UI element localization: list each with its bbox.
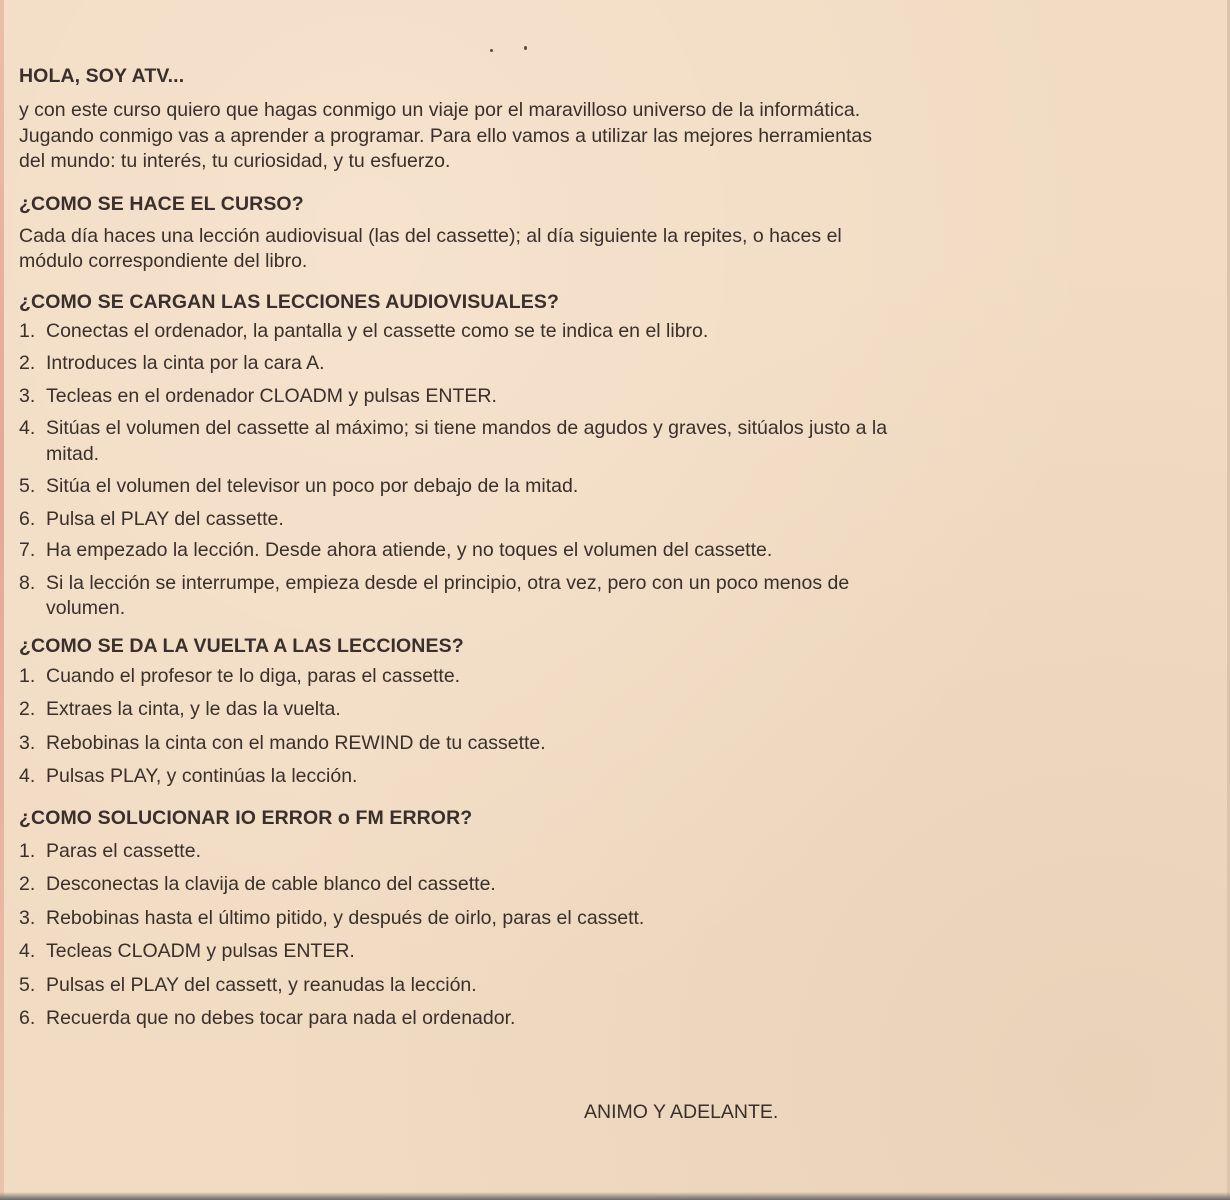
list-item-text: Rebobinas hasta el último pitido, y después de oirlo, paras el cassett. xyxy=(46,906,645,929)
list-item-number: 1. xyxy=(19,664,36,687)
list-item xyxy=(19,507,889,533)
intro-heading: HOLA, SOY ATV... xyxy=(19,65,185,87)
list-item xyxy=(19,351,889,377)
list-item-text: Conectas el ordenador, la pantalla y el cassette como se te indica en el libro. xyxy=(46,319,709,342)
list-item-text: Pulsas PLAY, y continúas la lección. xyxy=(46,765,358,787)
turning-heading: ¿COMO SE DA LA VUELTA A LAS LECCIONES? xyxy=(19,634,464,657)
list-item-text: Ha empezado la lección. Desde ahora atiende, y no toques el volumen del cassette. xyxy=(46,539,773,561)
paper-speck xyxy=(490,49,493,52)
list-item-number: 4. xyxy=(19,940,36,962)
list-item xyxy=(19,474,889,500)
list-item-text: Si la lección se interrumpe, empieza desde el principio, otra vez, pero con un poco menos de volumen. xyxy=(46,571,850,619)
list-item-text: Recuerda que no debes tocar para nada el ordenador. xyxy=(46,1007,516,1029)
intro-text: y con este curso quiero que hagas conmigo un viaje por el maravilloso universo de la informática. Jugando conmigo vas a aprender a programar. Para ello vamos a utilizar las mejores herramientas del mundo: tu interés, tu curiosidad, y tu esfuerzo. xyxy=(19,99,873,172)
list-item xyxy=(19,319,889,345)
list-item xyxy=(19,571,889,622)
list-item-text: Extraes la cinta, y le das la vuelta. xyxy=(46,698,341,720)
list-item xyxy=(19,1006,889,1032)
signoff: ANIMO Y ADELANTE. xyxy=(584,1101,779,1123)
course-heading: ¿COMO SE HACE EL CURSO? xyxy=(19,192,304,215)
loading-heading: ¿COMO SE CARGAN LAS LECCIONES AUDIOVISUALES? xyxy=(19,290,559,313)
list-item-number: 4. xyxy=(19,765,36,787)
list-item-text: Tecleas en el ordenador CLOADM y pulsas ENTER. xyxy=(46,384,497,407)
errors-heading: ¿COMO SOLUCIONAR IO ERROR o FM ERROR? xyxy=(19,806,473,829)
list-item xyxy=(19,764,889,790)
document-body xyxy=(19,64,889,1032)
list-item-text: Sitúas el volumen del cassette al máximo; si tiene mandos de agudos y graves, sitúalos justo a la mitad. xyxy=(46,417,888,465)
list-item-number: 3. xyxy=(19,384,36,407)
list-item xyxy=(19,384,889,410)
list-item-number: 7. xyxy=(19,539,36,561)
list-item xyxy=(19,416,889,467)
list-item xyxy=(19,697,889,723)
list-item-text: Paras el cassette. xyxy=(46,839,201,862)
list-item-number: 2. xyxy=(19,352,36,374)
course-text: Cada día haces una lección audiovisual (las del cassette); al día siguiente la repites, o haces el módulo correspondiente del libro. xyxy=(19,224,842,272)
list-item-number: 6. xyxy=(19,1007,36,1029)
turning-steps xyxy=(19,664,889,790)
list-item-text: Sitúa el volumen del televisor un poco por debajo de la mitad. xyxy=(46,475,579,497)
list-item xyxy=(19,839,889,865)
list-item xyxy=(19,973,889,999)
list-item-text: Pulsas el PLAY del cassett, y reanudas la lección. xyxy=(46,973,477,996)
list-item-number: 8. xyxy=(19,571,36,594)
list-item-text: Introduces la cinta por la cara A. xyxy=(46,352,325,374)
list-item-number: 5. xyxy=(19,475,36,497)
list-item xyxy=(19,872,889,898)
list-item-number: 3. xyxy=(19,906,36,929)
list-item-text: Pulsa el PLAY del cassette. xyxy=(46,507,284,530)
list-item xyxy=(19,939,889,965)
list-item-text: Desconectas la clavija de cable blanco del cassette. xyxy=(46,873,496,895)
list-item-number: 1. xyxy=(19,839,36,862)
list-item-number: 2. xyxy=(19,873,36,895)
list-item-text: Cuando el profesor te lo diga, paras el cassette. xyxy=(46,664,461,687)
list-item-number: 1. xyxy=(19,319,36,342)
list-item xyxy=(19,538,889,564)
page-left-edge xyxy=(0,0,4,1200)
list-item-number: 4. xyxy=(19,417,36,439)
error-steps xyxy=(19,839,889,1032)
list-item-text: Tecleas CLOADM y pulsas ENTER. xyxy=(46,940,355,962)
list-item-number: 5. xyxy=(19,973,36,996)
list-item xyxy=(19,731,889,757)
list-item-text: Rebobinas la cinta con el mando REWIND de tu cassette. xyxy=(46,731,546,754)
paper-speck xyxy=(524,46,527,50)
loading-steps xyxy=(19,319,889,622)
list-item xyxy=(19,906,889,932)
list-item xyxy=(19,664,889,690)
page-bottom-edge xyxy=(0,1192,1230,1200)
list-item-number: 6. xyxy=(19,507,36,530)
list-item-number: 3. xyxy=(19,731,36,754)
list-item-number: 2. xyxy=(19,698,36,720)
